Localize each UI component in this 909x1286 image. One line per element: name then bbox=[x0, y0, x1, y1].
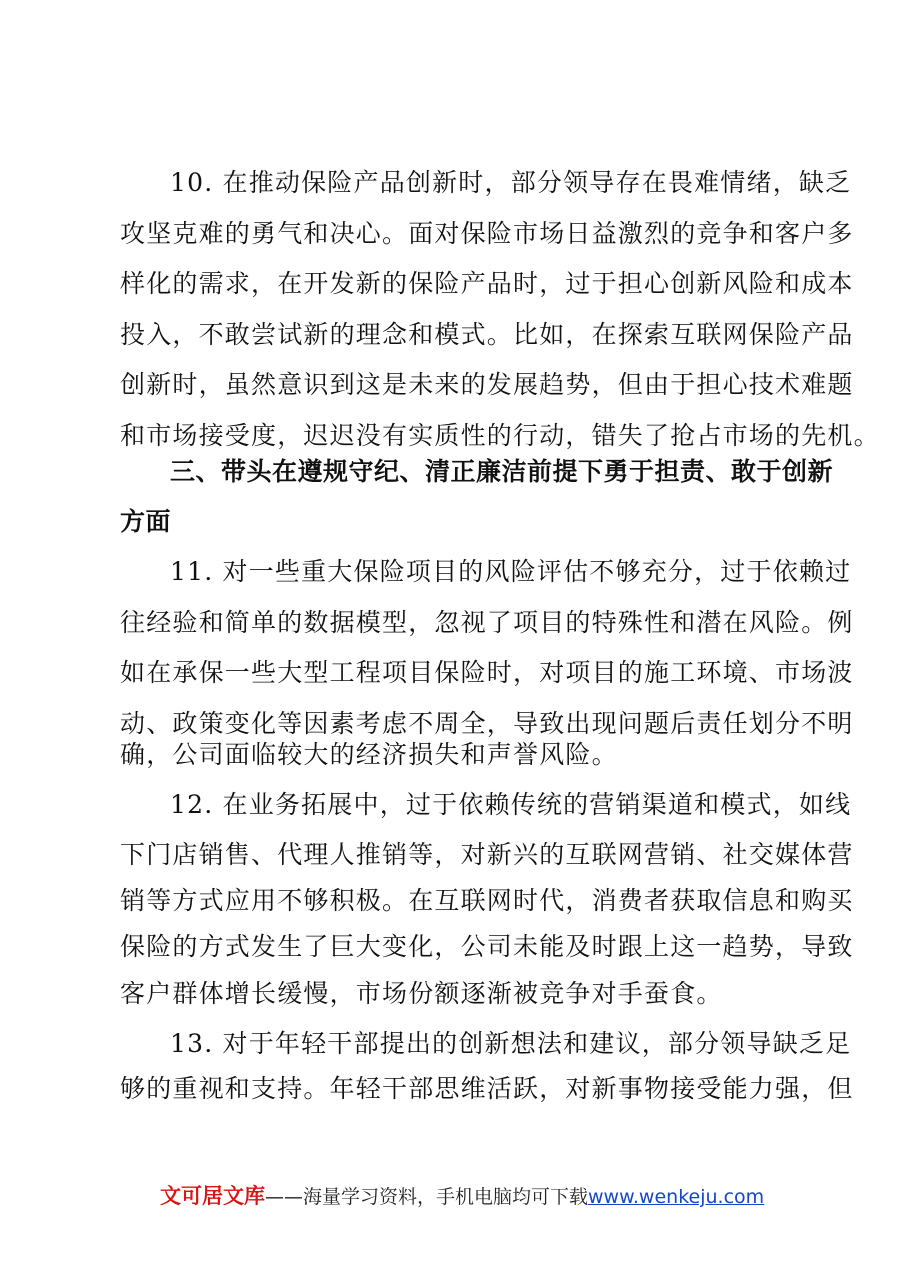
section-heading-line-2: 方面 bbox=[120, 507, 172, 536]
paragraph-13-line-2: 够的重视和支持。年轻干部思维活跃，对新事物接受能力强，但 bbox=[120, 1074, 854, 1103]
footer-tagline: ——海量学习资料，手机电脑均可下载 bbox=[265, 1186, 589, 1208]
paragraph-11-line-5: 确，公司面临较大的经济损失和声誉风险。 bbox=[120, 740, 618, 769]
paragraph-12-line-4: 保险的方式发生了巨大变化，公司未能及时跟上这一趋势，导致 bbox=[120, 932, 854, 961]
paragraph-13-line-1: 13. 对于年轻干部提出的创新想法和建议，部分领导缺乏足 bbox=[170, 1029, 852, 1058]
section-heading-line-1: 三、带头在遵规守纪、清正廉洁前提下勇于担责、敢于创新 bbox=[170, 457, 834, 486]
footer-website-link[interactable]: www.wenkeju.com bbox=[588, 1186, 765, 1208]
paragraph-10-line-3: 样化的需求，在开发新的保险产品时，过于担心创新风险和成本 bbox=[120, 269, 854, 298]
paragraph-11-line-4: 动、政策变化等因素考虑不周全，导致出现问题后责任划分不明 bbox=[120, 709, 854, 738]
paragraph-12-line-2: 下门店销售、代理人推销等，对新兴的互联网营销、社交媒体营 bbox=[120, 840, 854, 869]
paragraph-11-line-1: 11. 对一些重大保险项目的风险评估不够充分，过于依赖过 bbox=[170, 557, 852, 586]
paragraph-10-line-6: 和市场接受度，迟迟没有实质性的行动，错失了抢占市场的先机。 bbox=[120, 421, 880, 450]
paragraph-11-line-2: 往经验和简单的数据模型，忽视了项目的特殊性和潜在风险。例 bbox=[120, 608, 854, 637]
paragraph-11-line-3: 如在承保一些大型工程项目保险时，对项目的施工环境、市场波 bbox=[120, 658, 854, 687]
paragraph-10-line-5: 创新时，虽然意识到这是未来的发展趋势，但由于担心技术难题 bbox=[120, 370, 854, 399]
paragraph-12-line-3: 销等方式应用不够积极。在互联网时代，消费者获取信息和购买 bbox=[120, 886, 854, 915]
footer-banner bbox=[160, 1183, 780, 1210]
paragraph-10-line-2: 攻坚克难的勇气和决心。面对保险市场日益激烈的竞争和客户多 bbox=[120, 219, 854, 248]
paragraph-12-line-5: 客户群体增长缓慢，市场份额逐渐被竞争对手蚕食。 bbox=[120, 979, 723, 1008]
footer-brand: 文可居文库 bbox=[160, 1184, 265, 1208]
paragraph-10-line-1: 10. 在推动保险产品创新时，部分领导存在畏难情绪，缺乏 bbox=[170, 168, 852, 197]
paragraph-10-line-4: 投入，不敢尝试新的理念和模式。比如，在探索互联网保险产品 bbox=[120, 320, 854, 349]
paragraph-12-line-1: 12. 在业务拓展中，过于依赖传统的营销渠道和模式，如线 bbox=[170, 790, 852, 819]
